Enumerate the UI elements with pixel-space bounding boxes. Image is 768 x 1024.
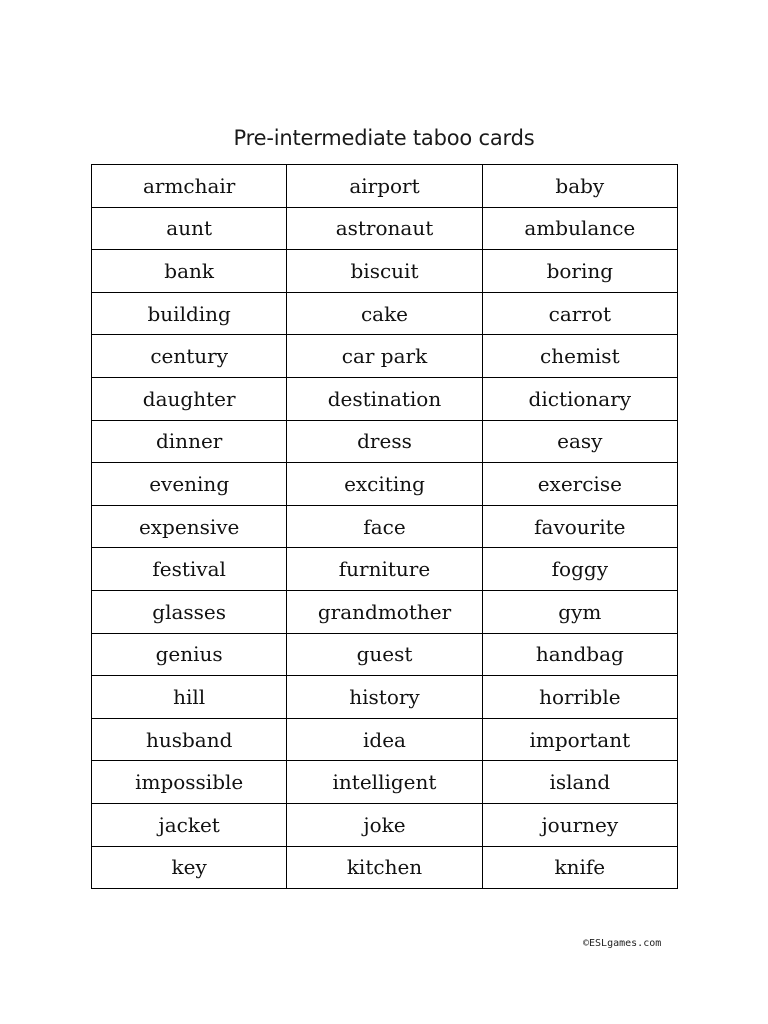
word-cell: dress [287, 420, 482, 463]
word-cell: chemist [482, 335, 677, 378]
word-cell: jacket [92, 803, 287, 846]
table-row [92, 846, 678, 889]
word-cell: foggy [482, 548, 677, 591]
word-cell: hill [92, 676, 287, 719]
word-cell: cake [287, 292, 482, 335]
word-cell: journey [482, 803, 677, 846]
word-cell: dinner [92, 420, 287, 463]
word-cell: island [482, 761, 677, 804]
table-row [92, 207, 678, 250]
word-cell: intelligent [287, 761, 482, 804]
word-cell: easy [482, 420, 677, 463]
word-cell: daughter [92, 377, 287, 420]
table-row [92, 803, 678, 846]
table-row [92, 505, 678, 548]
word-cell: carrot [482, 292, 677, 335]
word-cell: kitchen [287, 846, 482, 889]
word-cell: face [287, 505, 482, 548]
table-row [92, 377, 678, 420]
word-cell: biscuit [287, 250, 482, 293]
word-cell: expensive [92, 505, 287, 548]
word-cell: idea [287, 718, 482, 761]
word-cell: century [92, 335, 287, 378]
word-cell: exercise [482, 463, 677, 506]
word-cell: airport [287, 165, 482, 208]
word-cell: exciting [287, 463, 482, 506]
word-cell: key [92, 846, 287, 889]
word-cell: handbag [482, 633, 677, 676]
word-cell: destination [287, 377, 482, 420]
word-cell: favourite [482, 505, 677, 548]
table-row [92, 292, 678, 335]
table-row [92, 165, 678, 208]
word-cell: knife [482, 846, 677, 889]
word-cell: ambulance [482, 207, 677, 250]
word-cell: genius [92, 633, 287, 676]
table-row [92, 718, 678, 761]
word-cell: festival [92, 548, 287, 591]
copyright-notice: ©ESLgames.com [583, 938, 662, 949]
table-row [92, 420, 678, 463]
word-cell: history [287, 676, 482, 719]
table-row [92, 463, 678, 506]
word-cell: dictionary [482, 377, 677, 420]
table-row [92, 761, 678, 804]
word-cell: boring [482, 250, 677, 293]
word-cell: furniture [287, 548, 482, 591]
table-row [92, 633, 678, 676]
table-row [92, 250, 678, 293]
word-cell: horrible [482, 676, 677, 719]
word-cell: guest [287, 633, 482, 676]
word-cell: bank [92, 250, 287, 293]
word-table [91, 164, 678, 889]
word-cell: important [482, 718, 677, 761]
word-cell: impossible [92, 761, 287, 804]
table-row [92, 676, 678, 719]
table-row [92, 335, 678, 378]
word-cell: glasses [92, 590, 287, 633]
word-cell: car park [287, 335, 482, 378]
page-title: Pre-intermediate taboo cards [233, 126, 535, 150]
word-cell: building [92, 292, 287, 335]
word-cell: grandmother [287, 590, 482, 633]
word-cell: gym [482, 590, 677, 633]
word-cell: baby [482, 165, 677, 208]
word-cell: husband [92, 718, 287, 761]
word-cell: astronaut [287, 207, 482, 250]
word-cell: aunt [92, 207, 287, 250]
word-cell: evening [92, 463, 287, 506]
table-row [92, 590, 678, 633]
word-cell: armchair [92, 165, 287, 208]
word-cell: joke [287, 803, 482, 846]
table-row [92, 548, 678, 591]
word-table-body [92, 165, 678, 889]
